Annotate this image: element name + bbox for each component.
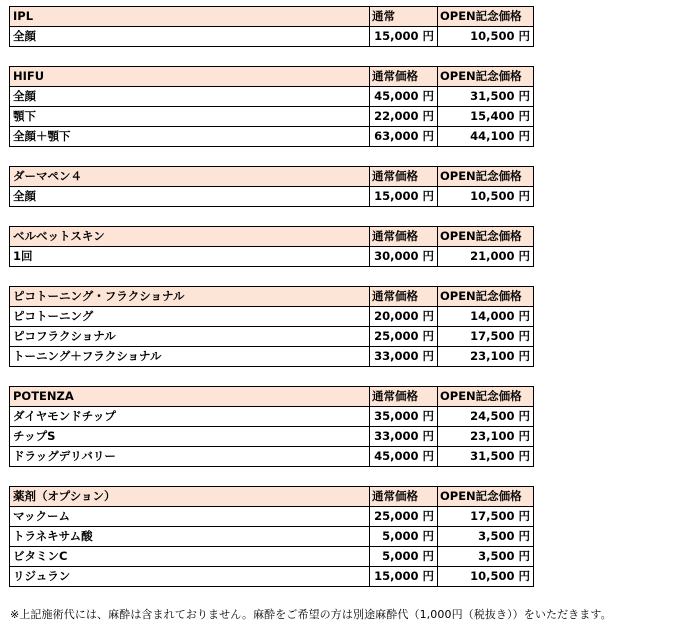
section-title: ダーマペン４ — [10, 167, 370, 187]
regular-price-header: 通常価格 — [370, 227, 438, 247]
open-price-header: OPEN記念価格 — [438, 167, 534, 187]
regular-price: 33,000 円 — [370, 347, 438, 367]
regular-price: 30,000 円 — [370, 247, 438, 267]
table-header-row — [10, 287, 534, 307]
table-row — [10, 427, 534, 447]
section-title: IPL — [10, 7, 370, 27]
treatment-name: トーニング＋フラクショナル — [10, 347, 370, 367]
regular-price: 25,000 円 — [370, 507, 438, 527]
anesthesia-footnote: ※上記施術代には、麻酔は含まれておりません。麻酔をご希望の方は別途麻酔代（1,000円（税抜き））をいただきます。 — [10, 608, 612, 621]
open-price-header: OPEN記念価格 — [438, 387, 534, 407]
treatment-name: ドラッグデリバリー — [10, 447, 370, 467]
open-price: 10,500 円 — [438, 567, 534, 587]
treatment-name: 顎下 — [10, 107, 370, 127]
table-header-row — [10, 227, 534, 247]
open-price: 21,000 円 — [438, 247, 534, 267]
open-price: 14,000 円 — [438, 307, 534, 327]
table-row — [10, 327, 534, 347]
regular-price: 5,000 円 — [370, 547, 438, 567]
treatment-name: ビタミンC — [10, 547, 370, 567]
section-title: HIFU — [10, 67, 370, 87]
open-price-header: OPEN記念価格 — [438, 487, 534, 507]
table-header-row — [10, 487, 534, 507]
open-price: 15,400 円 — [438, 107, 534, 127]
table-row — [10, 527, 534, 547]
regular-price: 35,000 円 — [370, 407, 438, 427]
section-title: ピコトーニング・フラクショナル — [10, 287, 370, 307]
treatment-name: チップS — [10, 427, 370, 447]
regular-price: 45,000 円 — [370, 87, 438, 107]
section-title: POTENZA — [10, 387, 370, 407]
table-header-row — [10, 167, 534, 187]
table-row — [10, 107, 534, 127]
open-price: 23,100 円 — [438, 347, 534, 367]
treatment-name: 全顔 — [10, 27, 370, 47]
table-row — [10, 567, 534, 587]
section-title: ベルベットスキン — [10, 227, 370, 247]
open-price: 23,100 円 — [438, 427, 534, 447]
table-row — [10, 347, 534, 367]
table-row — [10, 127, 534, 147]
treatment-name: 1回 — [10, 247, 370, 267]
table-row — [10, 307, 534, 327]
regular-price: 15,000 円 — [370, 187, 438, 207]
table-row — [10, 27, 534, 47]
regular-price-header: 通常 — [370, 7, 438, 27]
open-price: 17,500 円 — [438, 507, 534, 527]
open-price: 31,500 円 — [438, 447, 534, 467]
treatment-name: 全顔＋顎下 — [10, 127, 370, 147]
regular-price-header: 通常価格 — [370, 287, 438, 307]
regular-price: 15,000 円 — [370, 27, 438, 47]
table-header-row — [10, 387, 534, 407]
section-title: 薬剤（オプション） — [10, 487, 370, 507]
table-row — [10, 187, 534, 207]
regular-price-header: 通常価格 — [370, 167, 438, 187]
treatment-name: 全顔 — [10, 187, 370, 207]
open-price: 17,500 円 — [438, 327, 534, 347]
price-table-pico — [9, 286, 534, 367]
price-table-medication-options — [9, 486, 534, 587]
open-price: 3,500 円 — [438, 547, 534, 567]
regular-price: 5,000 円 — [370, 527, 438, 547]
table-row — [10, 447, 534, 467]
regular-price: 25,000 円 — [370, 327, 438, 347]
table-header-row — [10, 7, 534, 27]
price-table-potenza — [9, 386, 534, 467]
treatment-name: リジュラン — [10, 567, 370, 587]
open-price-header: OPEN記念価格 — [438, 7, 534, 27]
open-price: 31,500 円 — [438, 87, 534, 107]
treatment-name: マックーム — [10, 507, 370, 527]
open-price-header: OPEN記念価格 — [438, 67, 534, 87]
treatment-name: ピコトーニング — [10, 307, 370, 327]
open-price-header: OPEN記念価格 — [438, 287, 534, 307]
regular-price: 33,000 円 — [370, 427, 438, 447]
regular-price: 22,000 円 — [370, 107, 438, 127]
regular-price-header: 通常価格 — [370, 67, 438, 87]
table-row — [10, 507, 534, 527]
treatment-name: ダイヤモンドチップ — [10, 407, 370, 427]
price-table-velvet-skin — [9, 226, 534, 267]
open-price: 10,500 円 — [438, 187, 534, 207]
table-row — [10, 547, 534, 567]
regular-price-header: 通常価格 — [370, 387, 438, 407]
price-table-ipl — [9, 6, 534, 47]
table-header-row — [10, 67, 534, 87]
price-table-dermapen — [9, 166, 534, 207]
regular-price-header: 通常価格 — [370, 487, 438, 507]
regular-price: 15,000 円 — [370, 567, 438, 587]
table-row — [10, 87, 534, 107]
open-price: 10,500 円 — [438, 27, 534, 47]
treatment-name: トラネキサム酸 — [10, 527, 370, 547]
price-table-hifu — [9, 66, 534, 147]
open-price-header: OPEN記念価格 — [438, 227, 534, 247]
regular-price: 63,000 円 — [370, 127, 438, 147]
open-price: 24,500 円 — [438, 407, 534, 427]
table-row — [10, 407, 534, 427]
treatment-name: 全顔 — [10, 87, 370, 107]
table-row — [10, 247, 534, 267]
regular-price: 20,000 円 — [370, 307, 438, 327]
treatment-name: ピコフラクショナル — [10, 327, 370, 347]
open-price: 3,500 円 — [438, 527, 534, 547]
regular-price: 45,000 円 — [370, 447, 438, 467]
open-price: 44,100 円 — [438, 127, 534, 147]
